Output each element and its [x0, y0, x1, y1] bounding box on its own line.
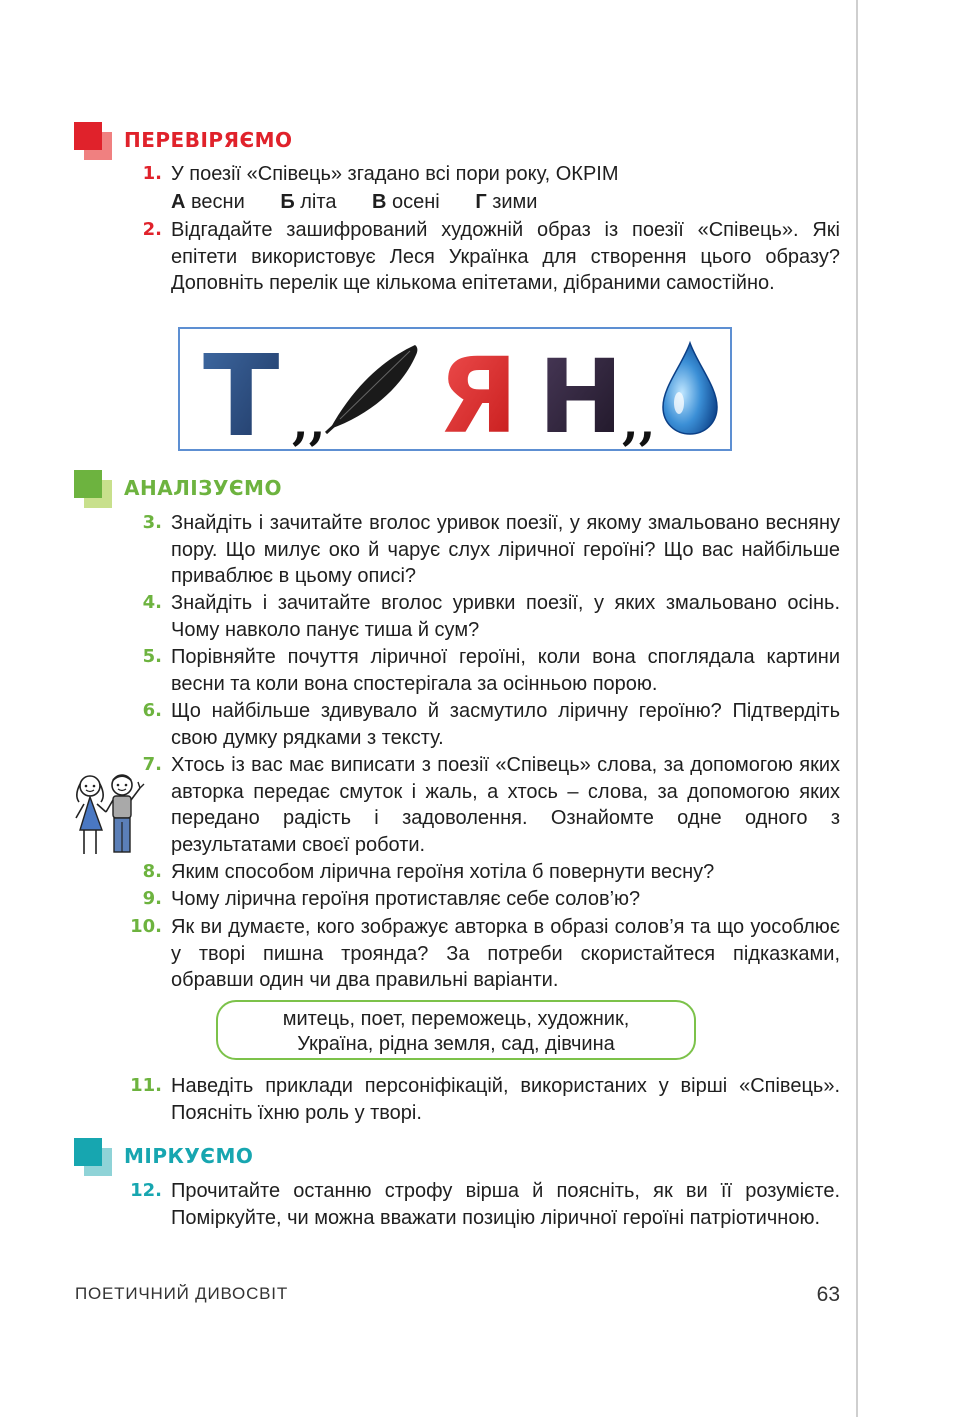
question-number: 8.: [142, 861, 162, 882]
question-number: 1.: [142, 163, 162, 184]
question-text: Прочитайте останню строфу вірша й поясніть, як ви її розумієте. Поміркуйте, чи можна вважати позицію ліричної героїні патріотичною.: [171, 1180, 840, 1229]
question-text: Знайдіть і зачитайте вголос уривки поезії, у яких змальовано осінь. Чому навколо панує тиша й сум?: [171, 592, 840, 641]
feather-icon: [326, 345, 417, 433]
section-square-front: [74, 1138, 102, 1166]
hint-line-1: митець, поет, переможець, художник,: [282, 1008, 630, 1030]
question-5: [120, 644, 840, 697]
question-text: Що найбільше здивувало й засмутило ліричну героїню? Підтвердіть свою думку рядками з тексту.: [171, 700, 840, 749]
question-number: 4.: [142, 592, 162, 613]
hint-box: [216, 1000, 696, 1060]
question-text: Чому лірична героїня протиставляє себе солов’ю?: [171, 888, 641, 910]
rebus-letter-t: Т: [203, 332, 280, 449]
question-number: 7.: [142, 754, 162, 775]
question-number: 2.: [142, 219, 162, 240]
section-title: МІРКУЄМО: [124, 1144, 254, 1168]
option-a: А весни: [171, 191, 245, 213]
question-text: Відгадайте зашифрований художній образ із поезії «Співець». Які епітети використовує Леся Українка для створення цього образу? Доповніть перелік ще кількома епітетами, дібраними самостійно.: [171, 219, 840, 294]
question-number: 3.: [142, 512, 162, 533]
question-number: 5.: [142, 646, 162, 667]
question-7: [120, 752, 840, 858]
question-12: [120, 1178, 840, 1231]
option-d: Г зими: [475, 191, 538, 213]
question-9: [120, 886, 840, 913]
question-number: 6.: [142, 700, 162, 721]
footer-title: ПОЕТИЧНИЙ ДИВОСВІТ: [75, 1284, 289, 1303]
water-drop-icon: [663, 343, 717, 434]
section-square-front: [74, 122, 102, 150]
kids-svg: [70, 772, 150, 862]
rebus-letter-ya: Я: [438, 335, 519, 449]
question-text: Хтось із вас має виписати з поезії «Співець» слова, за допомогою яких авторка передає смуток і жаль, а хтось – слова, за допомогою яких передано радість і задоволення. Ознайомте одне одного з результатами своєї роботи.: [171, 754, 840, 856]
question-number: 12.: [130, 1180, 162, 1201]
question-1: [120, 161, 840, 188]
question-text: Наведіть приклади персоніфікацій, використаних у вірші «Співець». Поясніть їхню роль у творі.: [171, 1075, 840, 1124]
option-b: Б літа: [280, 191, 337, 213]
question-3: [120, 510, 840, 590]
section-title: АНАЛІЗУЄМО: [124, 476, 282, 500]
question-8: [120, 859, 840, 886]
question-text: Порівняйте почуття ліричної героїні, коли вона споглядала картини весни та коли вона спостерігала за осінньою порою.: [171, 646, 840, 695]
question-4: [120, 590, 840, 643]
rebus-svg: [180, 329, 730, 449]
question-number: 11.: [130, 1075, 162, 1096]
question-6: [120, 698, 840, 751]
option-c: В осені: [372, 191, 440, 213]
page-number: 63: [816, 1283, 840, 1306]
section-title: ПЕРЕВІРЯЄМО: [124, 128, 293, 152]
rebus-comma-2: ,,: [622, 395, 656, 449]
hint-line-2: Україна, рідна земля, сад, дівчина: [297, 1033, 615, 1055]
question-text: Яким способом лірична героїня хотіла б повернути весну?: [171, 861, 715, 883]
question-text: Знайдіть і зачитайте вголос уривок поезії, у якому змальовано весняну пору. Що милує око й чарує слух ліричної героїні? Що вас найбільше приваблює в цьому описі?: [171, 512, 840, 587]
question-2: [120, 217, 840, 297]
question-number: 10.: [130, 916, 162, 937]
rebus-comma-1: ,,: [292, 395, 326, 449]
kids-illustration: [70, 772, 150, 867]
question-text: Як ви думаєте, кого зображує авторка в образі солов’я та що уособлює у творі пишна троянда? За потреби скористайтеся підказками, обравши один чи два правильні варіанти.: [171, 916, 840, 991]
question-text: У поезії «Співець» згадано всі пори року, ОКРІМ: [171, 163, 619, 185]
answer-options: [171, 189, 567, 215]
question-11: [120, 1073, 840, 1126]
section-square-front: [74, 470, 102, 498]
question-10: [120, 914, 840, 994]
rebus-letter-n: Н: [538, 338, 624, 449]
page-edge-rule: [856, 0, 858, 1417]
rebus-image: [178, 327, 732, 451]
question-number: 9.: [142, 888, 162, 909]
